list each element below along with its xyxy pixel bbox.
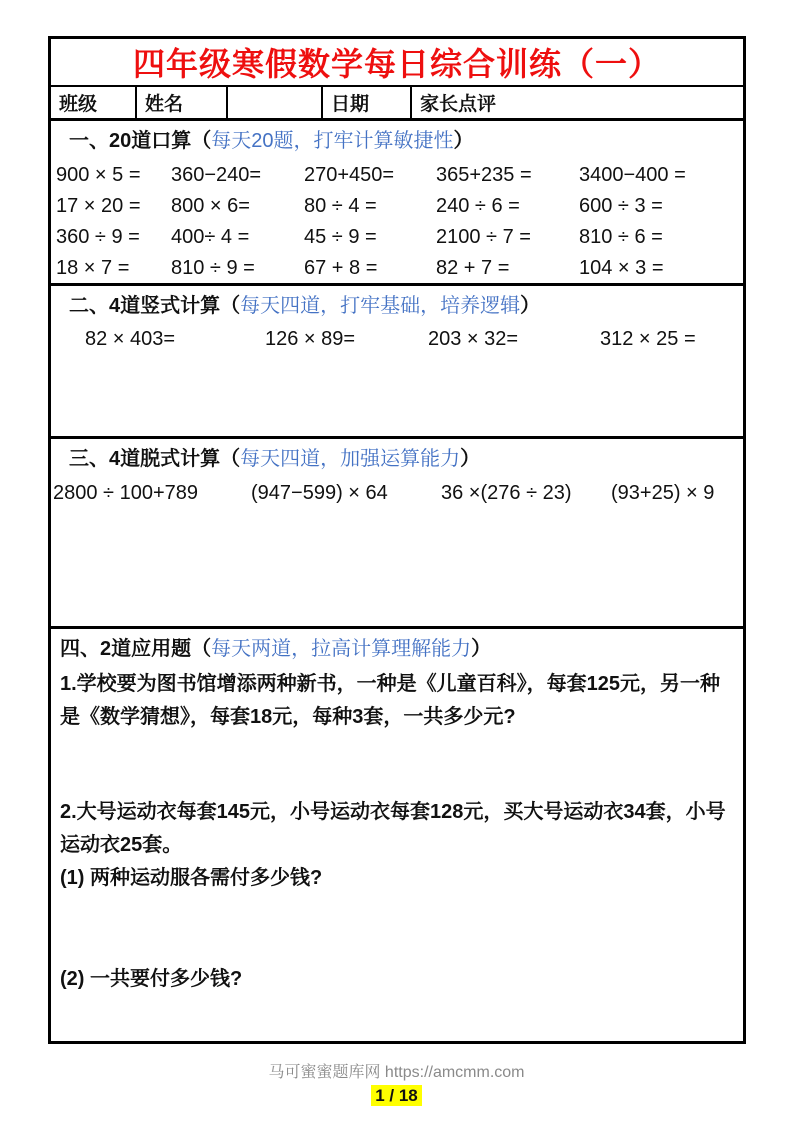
parent-comment-label: 家长点评 <box>420 94 497 115</box>
paren-open: （ <box>220 295 241 317</box>
vertical-problem: 82 × 403= <box>85 328 176 350</box>
section3-note: 每天四道，加强运算能力 <box>240 448 461 470</box>
oral-problem: 82 + 7 = <box>436 257 510 279</box>
oral-problems-grid <box>51 160 743 284</box>
vertical-problem: 203 × 32= <box>428 328 519 350</box>
oral-problem: 104 × 3 = <box>579 257 664 279</box>
oral-problem: 400÷ 4 = <box>171 226 250 248</box>
vertical-problem: 126 × 89= <box>265 328 356 350</box>
section-stepwise-calculation <box>51 439 743 629</box>
paren-open: （ <box>191 638 212 660</box>
oral-problem: 365+235 = <box>436 164 532 186</box>
oral-problem: 360 ÷ 9 = <box>56 226 140 248</box>
worksheet-table <box>48 36 746 1044</box>
oral-problem: 18 × 7 = <box>56 257 130 279</box>
section3-title: 三、4道脱式计算 <box>69 448 221 470</box>
site-watermark: 马可蜜蜜题库网 https://amcmm.com <box>268 1064 525 1081</box>
oral-problem: 270+450= <box>304 164 395 186</box>
paren-close: ） <box>520 295 541 317</box>
oral-problem: 67 + 8 = <box>304 257 378 279</box>
stepwise-problems-grid <box>51 480 743 506</box>
section1-note: 每天20题，打牢计算敏捷性 <box>211 130 454 152</box>
section-oral-arithmetic <box>51 121 743 286</box>
vertical-problems-grid <box>51 326 743 352</box>
paren-open: （ <box>191 130 212 152</box>
class-label: 班级 <box>59 94 98 115</box>
oral-problem: 2100 ÷ 7 = <box>436 226 531 248</box>
section1-heading <box>51 121 743 154</box>
title-row <box>51 39 743 87</box>
section-word-problems <box>51 629 743 1041</box>
word-problem-1: 1.学校要为图书馆增添两种新书，一种是《儿童百科》，每套125元，另一种是《数学猜想》，每套18元，每种3套，一共多少元? <box>60 673 721 728</box>
section4-heading <box>51 629 743 662</box>
paren-close: ） <box>460 448 481 470</box>
page-title: 四年级寒假数学每日综合训练（一） <box>132 46 661 82</box>
section4-title: 四、2道应用题 <box>60 638 192 660</box>
section2-title: 二、4道竖式计算 <box>69 295 221 317</box>
oral-problem: 3400−400 = <box>579 164 686 186</box>
page-footer <box>0 1062 793 1106</box>
paren-close: ） <box>453 130 474 152</box>
oral-problem: 810 ÷ 9 = <box>171 257 255 279</box>
section2-note: 每天四道，打牢基础，培养逻辑 <box>240 295 521 317</box>
section3-heading <box>51 439 743 472</box>
oral-problem: 80 ÷ 4 = <box>304 195 377 217</box>
info-row <box>51 87 743 121</box>
info-cell-blank <box>228 87 323 118</box>
section-vertical-calculation <box>51 286 743 439</box>
paren-close: ） <box>471 638 492 660</box>
page-number-indicator: 1 / 18 <box>371 1085 422 1106</box>
info-cell-parent-comment <box>412 87 743 118</box>
stepwise-problem: 36 ×(276 ÷ 23) <box>441 482 572 504</box>
info-cell-class <box>51 87 137 118</box>
oral-problem: 900 × 5 = <box>56 164 141 186</box>
date-label: 日期 <box>331 94 370 115</box>
stepwise-problem: 2800 ÷ 100+789 <box>53 482 198 504</box>
word-problem-2-question-1: (1) 两种运动服各需付多少钱? <box>60 867 323 889</box>
info-cell-date <box>323 87 412 118</box>
section2-heading <box>51 286 743 319</box>
section1-title: 一、20道口算 <box>69 130 192 152</box>
oral-problem: 600 ÷ 3 = <box>579 195 663 217</box>
oral-problem: 360−240= <box>171 164 262 186</box>
word-problems-body <box>51 668 743 996</box>
oral-problem: 800 × 6= <box>171 195 250 217</box>
oral-problem: 17 × 20 = <box>56 195 141 217</box>
stepwise-problem: (947−599) × 64 <box>251 482 388 504</box>
oral-problem: 810 ÷ 6 = <box>579 226 663 248</box>
paren-open: （ <box>220 448 241 470</box>
vertical-problem: 312 × 25 = <box>600 328 696 350</box>
word-problem-2-question-2: (2) 一共要付多少钱? <box>60 968 243 990</box>
oral-problem: 45 ÷ 9 = <box>304 226 377 248</box>
word-problem-2: 2.大号运动衣每套145元，小号运动衣每套128元，买大号运动衣34套，小号运动衣25套。 <box>60 801 726 856</box>
section4-note: 每天两道，拉高计算理解能力 <box>211 638 472 660</box>
info-cell-name <box>137 87 228 118</box>
name-label: 姓名 <box>145 94 184 115</box>
oral-problem: 240 ÷ 6 = <box>436 195 520 217</box>
stepwise-problem: (93+25) × 9 <box>611 482 715 504</box>
